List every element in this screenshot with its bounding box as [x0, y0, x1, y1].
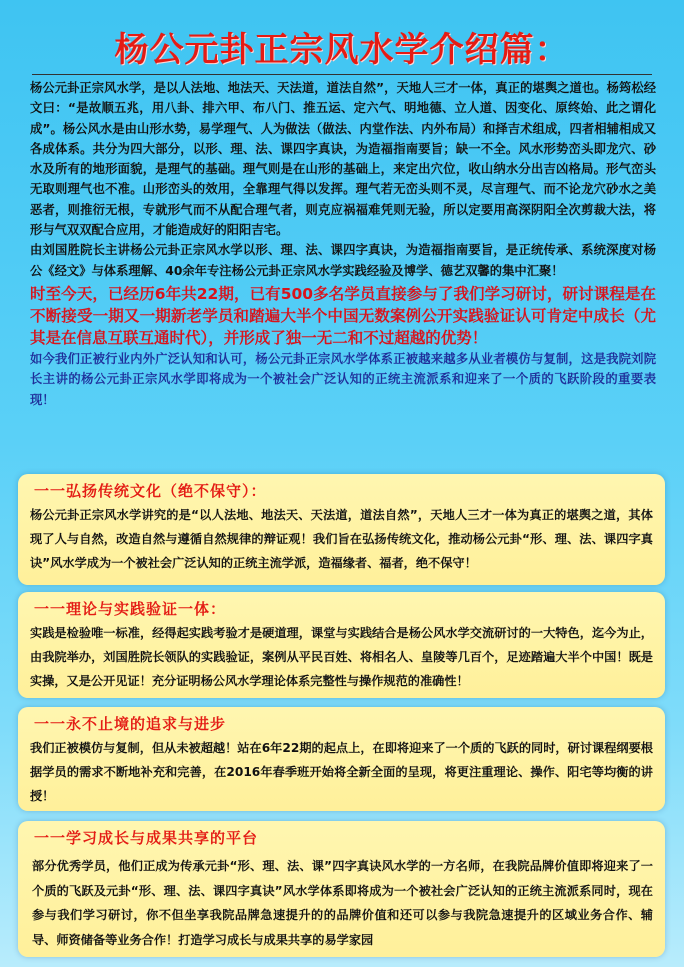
intro-block — [30, 78, 656, 410]
section-body: 实践是检验唯一标准，经得起实践考验才是硬道理，课堂与实践结合是杨公风水学交流研讨的一大特色，迄今为止，由我院举办，刘国胜院长领队的实践验证，案例从平民百姓、将相名人、皇陵等几百个，足迹踏遍大半个中国！既是实操，又是公开见证！充分证明杨公风水学理论体系完整性与操作规范的准确性！ — [30, 626, 653, 688]
title-divider — [32, 74, 652, 75]
highlight-paragraph: 时至今天，已经历6年共22期，已有500多名学员直接参与了我们学习研讨，研讨课程是在不断接受一期又一期新老学员和踏遍大半个中国无数案例公开实践验证认可肯定中成长（尤其是在信息互联互通时代），并形成了独一无二和不过超越的优势！ — [30, 284, 656, 347]
section-card — [18, 707, 665, 811]
page-title: 杨公元卦正宗风水学介绍篇： — [114, 30, 570, 70]
intro-paragraph: 杨公元卦正宗风水学，是以人法地、地法天、天法道，道法自然”，天地人三才一体，真正的堪舆之道也。杨筠松经文曰：“是故顺五兆，用八卦、排六甲、布八门、推五运、定六气、明地德、立人道、因变化、原终始、此之谓化成”。杨公风水是由山形水势，易学理气、人为做法（做法、内堂作法、内外布局）和择吉术组成，四者相辅相成又各成体系。共分为四大部分，以形、理、法、课四字真诀，为造福指南要旨；缺一不全。风水形势峦头即龙穴、砂水及所有的地形面貌，是理气的基础。理气则是在山形的基础上，来定出穴位，收山纳水分出吉凶格局。形气峦头无取则理气也不准。山形峦头的效用，全靠理气得以发挥。理气若无峦头则不灵，尽言理气、而不论龙穴砂水之美恶者，则推衍无根，专就形气而不从配合理气者，则克应祸福难凭则无验，所以定要用高深阴阳全次剪裁大法，将形与气双双配合应用，才能造成好的阳阳吉宅。 — [30, 81, 656, 238]
section-body: 我们正被模仿与复制，但从未被超越！站在6年22期的起点上，在即将迎来了一个质的飞跃的同时，研讨课程纲要根据学员的需求不断地补充和完善，在2016年春季班开始将全新全面的呈现，将更注重理论、操作、阳宅等均衡的讲授！ — [30, 741, 653, 803]
intro-paragraph: 如今我们正被行业内外广泛认知和认可，杨公元卦正宗风水学体系正被越来越多从业者模仿与复制，这是我院刘院长主讲的杨公元卦正宗风水学即将成为一个被社会广泛认知的正统主流派系和迎来了一个质的飞跃阶段的重要表现！ — [30, 351, 656, 407]
section-heading: 一一理论与实践验证一体： — [34, 600, 227, 618]
section-body: 部分优秀学员，他们正成为传承元卦“形、理、法、课”四字真诀风水学的一方名师，在我院品牌价值即将迎来了一个质的飞跃及元卦“形、理、法、课四字真诀”风水学体系即将成为一个被社会广泛认知的正统主流派系同时，现在参与我们学习研讨，你不但坐享我院品牌急速提升的的品牌价值和还可以参与我院急速提升的区域业务合作、辅导、师资储备等业务合作！打造学习成长与成果共享的易学家园 — [32, 859, 653, 947]
section-card — [18, 821, 665, 957]
section-heading: 一一学习成长与成果共享的平台 — [34, 829, 259, 847]
intro-paragraph: 由刘国胜院长主讲杨公元卦正宗风水学以形、理、法、课四字真诀，为造福指南要旨，是正统传承、系统深度对杨公《经文》与体系理解、40余年专注杨公元卦正宗风水学实践经验及博学、德艺双馨的集中汇聚！ — [30, 243, 656, 278]
section-card — [18, 592, 665, 698]
section-heading: 一一永不止境的追求与进步 — [34, 715, 227, 733]
section-body: 杨公元卦正宗风水学讲究的是“以人法地、地法天、天法道，道法自然”，天地人三才一体为真正的堪舆之道，其体现了人与自然，改造自然与遵循自然规律的辩证观！我们旨在弘扬传统文化，推动杨公元卦“形、理、法、课四字真诀”风水学成为一个被社会广泛认知的正统主流学派，造福缘者、福者，绝不保守！ — [30, 508, 653, 570]
section-heading: 一一弘扬传统文化（绝不保守）： — [34, 482, 267, 500]
section-card — [18, 474, 665, 585]
